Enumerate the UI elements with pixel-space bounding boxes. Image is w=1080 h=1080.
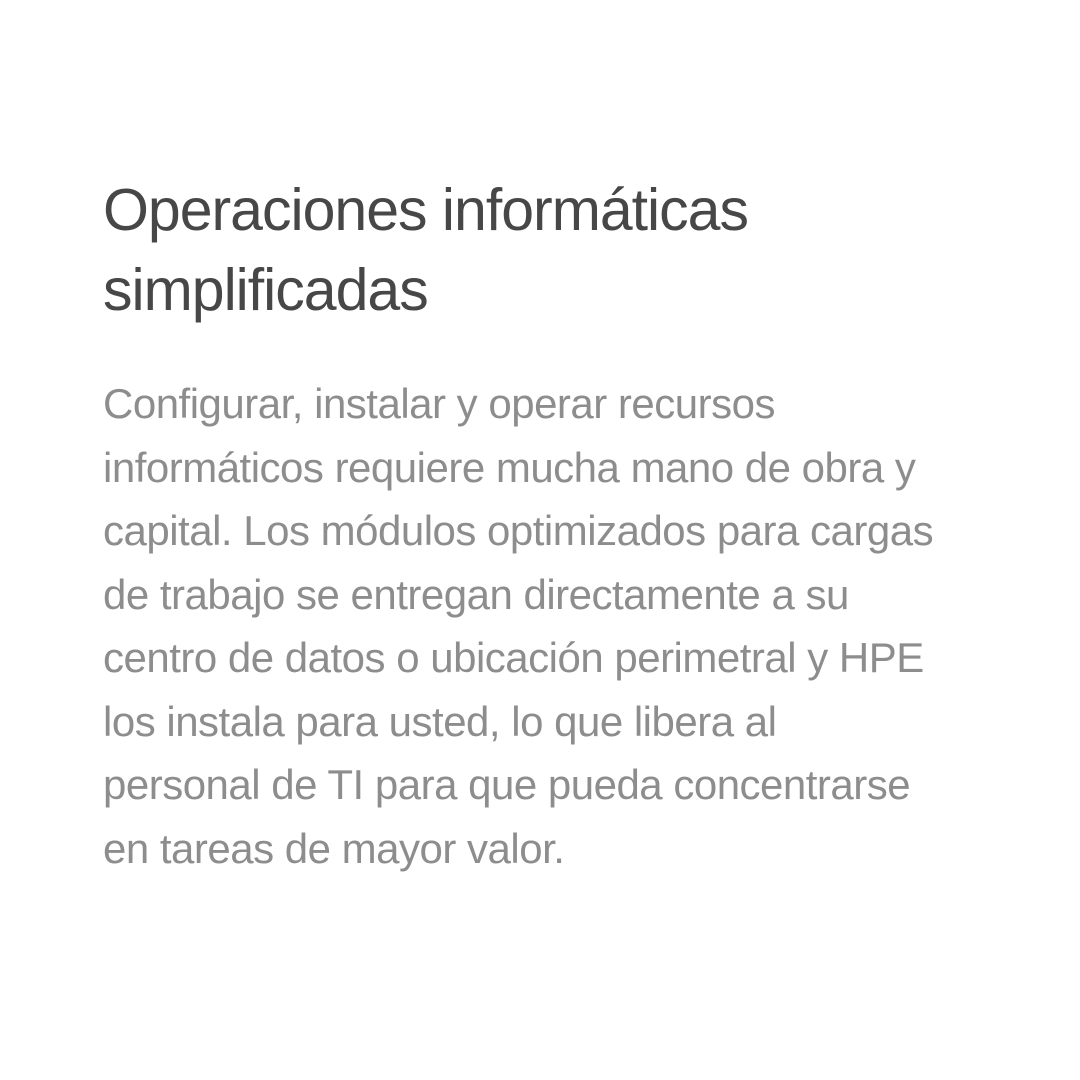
paragraph-line: centro de datos o ubicación perimetral y HPE bbox=[103, 634, 924, 681]
paragraph-line: de trabajo se entregan directamente a su bbox=[103, 570, 849, 618]
heading-line-2: simplificadas bbox=[103, 257, 428, 323]
section-paragraph bbox=[103, 372, 983, 880]
paragraph-line: informáticos requiere mucha mano de obra y bbox=[103, 443, 916, 491]
paragraph-line: capital. Los módulos optimizados para cargas bbox=[103, 507, 934, 554]
heading-line-1: Operaciones informáticas bbox=[103, 177, 748, 243]
paragraph-line: en tareas de mayor valor. bbox=[103, 824, 565, 872]
text-section bbox=[103, 170, 983, 880]
paragraph-line: los instala para usted, lo que libera al bbox=[103, 697, 777, 745]
section-heading bbox=[103, 170, 983, 330]
paragraph-line: Configurar, instalar y operar recursos bbox=[103, 380, 775, 427]
paragraph-line: personal de TI para que pueda concentrarse bbox=[103, 761, 911, 808]
